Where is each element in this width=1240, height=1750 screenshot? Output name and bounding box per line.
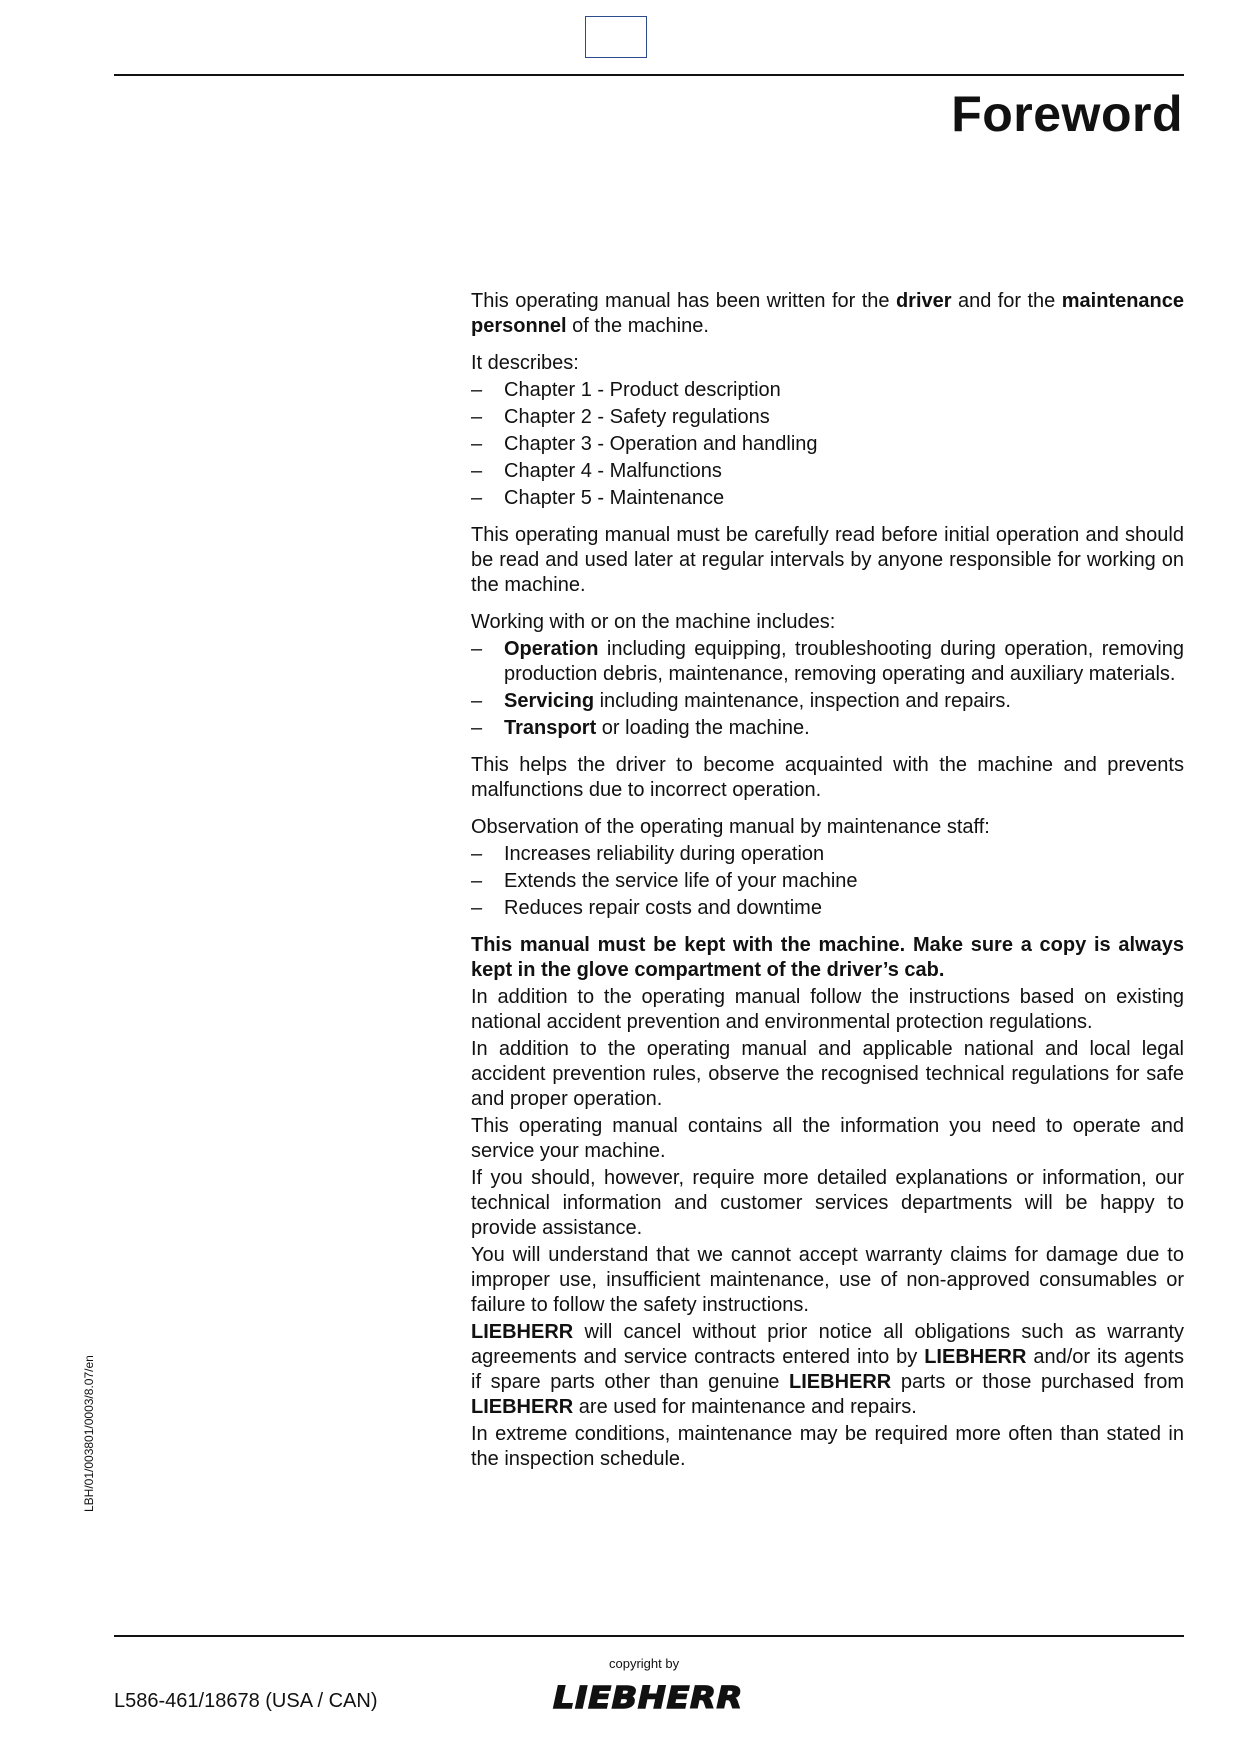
working-list [471,637,1184,741]
bold-text: driver [895,290,952,312]
bold-text: LIEBHERR [789,1371,892,1393]
regulations-paragraph: In addition to the operating manual follow the instructions based on existing national accident prevention and environmental protection regulations. [471,986,1184,1033]
list-item: – Chapter 5 - Maintenance [471,486,1184,511]
extreme-conditions-paragraph: In extreme conditions, maintenance may be required more often than stated in the inspection schedule. [471,1423,1184,1470]
list-item: – Chapter 1 - Product description [471,378,1184,403]
document-number: L586-461/18678 (USA / CAN) [114,1690,378,1712]
liebherr-logo-text: LIEBHERR [553,1682,743,1714]
bold-text: Servicing [504,690,595,712]
header-rule [114,74,1184,76]
assistance-paragraph: If you should, however, require more detailed explanations or information, our technical information and customer services departments will be happy to provide assistance. [471,1167,1184,1239]
warranty-paragraph: You will understand that we cannot accept warranty claims for damage due to improper use, insufficient maintenance, use of non-approved consumables or failure to follow the safety instructions. [471,1244,1184,1316]
page-number-box [585,16,647,58]
bold-text: LIEBHERR [471,1321,574,1343]
list-item: – Transport or loading the machine. [471,716,1184,741]
list-item: – Increases reliability during operation [471,842,1184,867]
list-item: – Chapter 4 - Malfunctions [471,459,1184,484]
bold-text: LIEBHERR [924,1346,1027,1368]
footer-rule [114,1635,1184,1637]
page-title: Foreword [951,86,1183,142]
working-intro: Working with or on the machine includes: [471,611,836,633]
acquainted-paragraph: This helps the driver to become acquainted with the machine and prevents malfunctions due to incorrect operation. [471,754,1184,801]
liebherr-logo [551,1682,745,1719]
list-item: – Chapter 2 - Safety regulations [471,405,1184,430]
list-item: – Servicing including maintenance, inspection and repairs. [471,689,1184,714]
copyright-label: copyright by [609,1656,680,1671]
foreword-body [471,289,1184,1474]
liebherr-logo-graphic [551,1682,745,1714]
intro-paragraph: This operating manual has been written for the driver and for the maintenance personnel of the machine. [471,290,1184,337]
legal-paragraph: In addition to the operating manual and applicable national and local legal accident prevention rules, observe the recognised technical regulations for safe and proper operation. [471,1038,1184,1110]
bold-text: Transport [504,717,597,739]
bold-notice: This manual must be kept with the machine. Make sure a copy is always kept in the glove compartment of the driver’s cab. [471,934,1184,981]
describes-intro: It describes: [471,352,579,374]
chapter-list [471,378,1184,511]
observation-list [471,842,1184,921]
information-paragraph: This operating manual contains all the information you need to operate and service your machine. [471,1115,1184,1162]
reading-paragraph: This operating manual must be carefully read before initial operation and should be read and used later at regular intervals by anyone responsible for working on the machine. [471,524,1184,596]
bold-text: Operation [504,638,599,660]
obligations-paragraph: LIEBHERR will cancel without prior notice all obligations such as warranty agreements and service contracts entered into by LIEBHERR and/or its agents if spare parts other than genuine LIEBHERR parts or those purchased from LIEBHERR are used for maintenance and repairs. [471,1321,1185,1418]
list-item: – Extends the service life of your machine [471,869,1184,894]
observation-intro: Observation of the operating manual by maintenance staff: [471,816,990,838]
document-code: LBH/01/003801/0003/8.07/en [82,1355,96,1512]
bold-text: LIEBHERR [471,1396,574,1418]
list-item: – Operation including equipping, troubleshooting during operation, removing production debris, maintenance, removing operating and auxiliary materials. [471,637,1184,687]
list-item: – Chapter 3 - Operation and handling [471,432,1184,457]
bold-text: maintenance personnel [471,290,1184,337]
list-item: – Reduces repair costs and downtime [471,896,1184,921]
